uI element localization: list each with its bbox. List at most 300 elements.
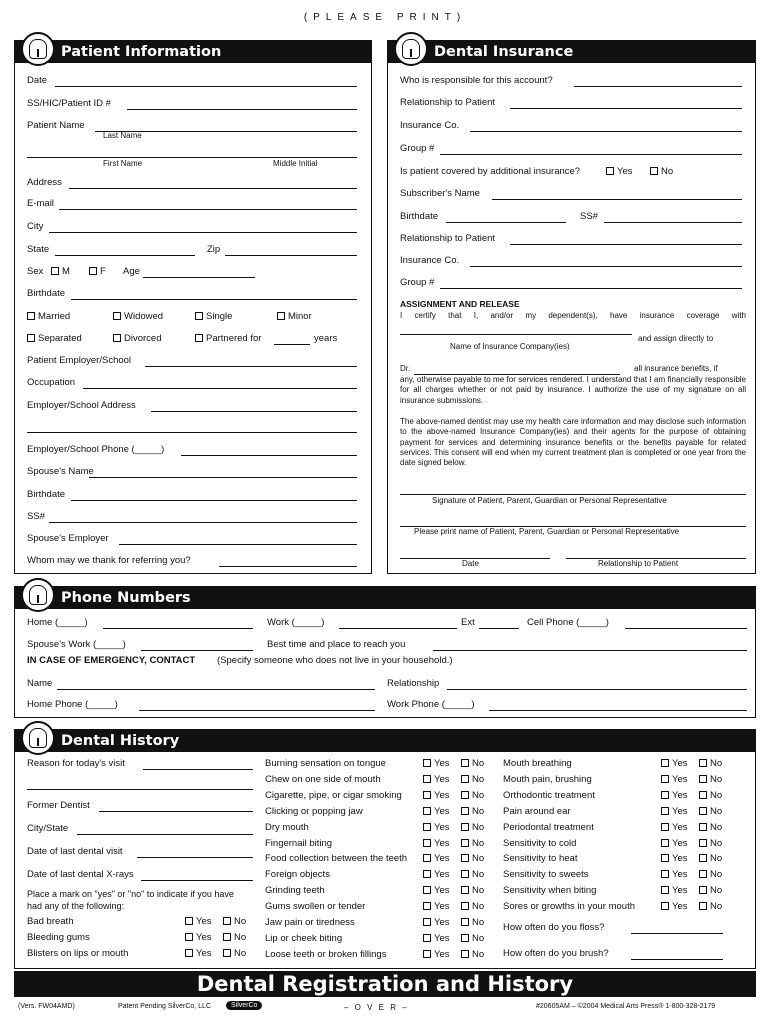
condition-label: Sores or growths in your mouth	[503, 901, 636, 913]
work-phone-field[interactable]	[339, 617, 457, 629]
checkbox[interactable]	[185, 949, 193, 957]
best-time-label: Best time and place to reach you	[267, 639, 406, 650]
checkbox[interactable]	[461, 918, 469, 926]
option-label: Minor	[288, 311, 312, 322]
tooth-icon	[394, 32, 428, 66]
condition-yes-option[interactable]	[423, 758, 450, 769]
section-title: Dental History	[61, 733, 180, 749]
checkbox[interactable]	[699, 807, 707, 815]
checkbox[interactable]	[650, 167, 658, 175]
checkbox[interactable]	[423, 759, 431, 767]
checkbox[interactable]	[51, 267, 59, 275]
cell-phone-label: Cell Phone (_____)	[527, 617, 609, 628]
condition-label: Fingernail biting	[265, 837, 333, 849]
option-label: Yes	[434, 932, 450, 944]
birthdate-field[interactable]	[71, 288, 357, 300]
condition-label: Loose teeth or broken fillings	[265, 948, 387, 960]
home-phone-label: Home (_____)	[27, 617, 88, 628]
option-label: No	[710, 853, 723, 865]
condition-no-option[interactable]	[461, 806, 484, 817]
option-label: No	[661, 166, 674, 177]
condition-no-option[interactable]	[461, 774, 484, 785]
checkbox[interactable]	[461, 950, 469, 958]
checkbox[interactable]	[461, 870, 469, 878]
sub-birthdate-field[interactable]	[446, 211, 566, 223]
condition-no-option[interactable]	[461, 853, 484, 864]
condition-label: Clicking or popping jaw	[265, 805, 363, 817]
checkbox[interactable]	[423, 854, 431, 862]
condition-label: Sensitivity to sweets	[503, 869, 589, 881]
condition-label: Blisters on lips or mouth	[27, 948, 129, 959]
former-dentist-label: Former Dentist	[27, 800, 90, 811]
last-xrays-label: Date of last dental X-rays	[27, 869, 134, 880]
condition-label: Cigarette, pipe, or cigar smoking	[265, 789, 402, 801]
section-title: Phone Numbers	[61, 590, 191, 606]
option-label: Yes	[434, 837, 450, 849]
condition-yes-option[interactable]	[423, 853, 450, 864]
additional-insurance-label: Is patient covered by additional insurance?	[400, 166, 581, 177]
group-label: Group #	[400, 143, 435, 154]
checkbox[interactable]	[185, 933, 193, 941]
last-visit-label: Date of last dental visit	[27, 846, 123, 857]
checkbox[interactable]	[423, 775, 431, 783]
patient-name-label: Patient Name	[27, 120, 85, 131]
widowed-option[interactable]	[113, 311, 163, 322]
sex-f-option[interactable]	[89, 266, 106, 277]
condition-label: Mouth pain, brushing	[503, 773, 592, 785]
checkbox[interactable]	[277, 312, 285, 320]
condition-no-option[interactable]	[461, 885, 484, 896]
option-label: Yes	[434, 901, 450, 913]
option-label: No	[710, 773, 723, 785]
option-label: F	[100, 266, 106, 277]
condition-yes-option[interactable]	[661, 853, 688, 864]
employer-field[interactable]	[145, 355, 357, 367]
insurance-co-field[interactable]	[470, 120, 742, 132]
condition-yes-option[interactable]	[423, 774, 450, 785]
relationship-caption: Relationship to Patient	[598, 559, 679, 568]
option-label: Yes	[196, 948, 212, 959]
emergency-home-phone-field[interactable]	[139, 699, 375, 711]
condition-yes-option[interactable]	[661, 885, 688, 896]
condition-label: Dry mouth	[265, 821, 309, 833]
checkbox[interactable]	[699, 870, 707, 878]
option-label: No	[234, 948, 247, 959]
insurance-company-name-field[interactable]	[400, 323, 632, 335]
condition-yes-option[interactable]	[423, 869, 450, 880]
sex-m-option[interactable]	[51, 266, 70, 277]
checkbox[interactable]	[113, 312, 121, 320]
insurance-co2-field[interactable]	[470, 255, 742, 267]
reason-field[interactable]	[143, 758, 253, 770]
zip-label: Zip	[207, 244, 221, 255]
spouse-birthdate-field[interactable]	[71, 489, 357, 501]
option-label: Yes	[434, 789, 450, 801]
checkbox[interactable]	[661, 870, 669, 878]
city-state-field[interactable]	[77, 823, 253, 835]
former-dentist-field[interactable]	[99, 800, 253, 812]
condition-yes-option[interactable]	[185, 916, 212, 927]
checkbox[interactable]	[27, 334, 35, 342]
option-label: Partnered for	[206, 333, 262, 344]
zip-field[interactable]	[225, 244, 357, 256]
patient-id-label: SS/HIC/Patient ID #	[27, 98, 111, 109]
minor-option[interactable]	[277, 311, 312, 322]
condition-no-option[interactable]	[461, 933, 484, 944]
spouse-work-field[interactable]	[141, 639, 253, 651]
option-label: Yes	[434, 773, 450, 785]
checkbox[interactable]	[699, 854, 707, 862]
state-label: State	[27, 244, 50, 255]
first-middle-name-field[interactable]	[27, 146, 357, 158]
phone-numbers-panel	[14, 586, 756, 718]
print-name-field[interactable]	[400, 515, 746, 527]
emergency-note: (Specify someone who does not live in your household.)	[217, 655, 453, 666]
checkbox[interactable]	[661, 775, 669, 783]
condition-no-option[interactable]	[461, 822, 484, 833]
condition-no-option[interactable]	[223, 916, 246, 927]
spouse-employer-label: Spouse's Employer	[27, 533, 109, 544]
floss-field[interactable]	[631, 922, 723, 934]
condition-yes-option[interactable]	[423, 917, 450, 928]
checkbox[interactable]	[461, 854, 469, 862]
option-label: Yes	[672, 869, 688, 881]
section-header	[388, 41, 755, 63]
separated-option[interactable]	[27, 333, 82, 344]
assignment-title: ASSIGNMENT AND RELEASE	[400, 299, 520, 309]
condition-yes-option[interactable]	[423, 822, 450, 833]
home-phone-field[interactable]	[103, 617, 253, 629]
emergency-name-field[interactable]	[57, 678, 375, 690]
age-label: Age	[123, 266, 140, 277]
condition-no-option[interactable]	[699, 774, 722, 785]
condition-label: Gums swollen or tender	[265, 901, 366, 913]
checkbox[interactable]	[223, 917, 231, 925]
option-label: No	[472, 758, 485, 769]
option-label: No	[472, 789, 485, 801]
responsible-label: Who is responsible for this account?	[400, 75, 553, 86]
brush-field[interactable]	[631, 948, 723, 960]
middle-initial-caption: Middle Initial	[273, 159, 318, 168]
condition-label: Grinding teeth	[265, 885, 325, 897]
checkbox[interactable]	[113, 334, 121, 342]
cell-phone-field[interactable]	[625, 617, 747, 629]
checkbox[interactable]	[661, 839, 669, 847]
spouse-ss-field[interactable]	[49, 511, 357, 523]
option-label: Yes	[434, 805, 450, 817]
benefits-text: all insurance benefits, if	[634, 364, 718, 373]
checkbox[interactable]	[461, 902, 469, 910]
option-label: No	[710, 869, 723, 881]
condition-no-option[interactable]	[461, 901, 484, 912]
checkbox[interactable]	[195, 312, 203, 320]
emergency-work-phone-field[interactable]	[489, 699, 747, 711]
condition-label: Sensitivity to cold	[503, 837, 577, 849]
silverco-logo: SilverCo	[226, 1001, 262, 1010]
condition-yes-option[interactable]	[661, 758, 688, 769]
condition-yes-option[interactable]	[661, 790, 688, 801]
city-field[interactable]	[49, 221, 357, 233]
address-field[interactable]	[69, 177, 357, 189]
checkbox[interactable]	[195, 334, 203, 342]
checkbox[interactable]	[461, 759, 469, 767]
condition-yes-option[interactable]	[423, 901, 450, 912]
patent-text: Patent Pending SilverCo, LLC	[118, 1003, 211, 1010]
condition-no-option[interactable]	[699, 790, 722, 801]
email-field[interactable]	[59, 198, 357, 210]
checkbox[interactable]	[461, 839, 469, 847]
checkbox[interactable]	[223, 933, 231, 941]
sub-birthdate-label: Birthdate	[400, 211, 439, 222]
sign-relationship-field[interactable]	[566, 547, 746, 559]
age-field[interactable]	[143, 266, 255, 278]
emergency-home-phone-label: Home Phone (_____)	[27, 699, 118, 710]
option-label: Yes	[672, 837, 688, 849]
group2-field[interactable]	[440, 277, 742, 289]
work-phone-label: Work (_____)	[267, 617, 325, 628]
condition-label: Periodontal treatment	[503, 821, 594, 833]
spouse-birthdate-label: Birthdate	[27, 489, 66, 500]
condition-no-option[interactable]	[461, 838, 484, 849]
city-state-label: City/State	[27, 823, 69, 834]
condition-label: Burning sensation on tongue	[265, 758, 386, 769]
relationship-field[interactable]	[510, 97, 742, 109]
reason-label: Reason for today's visit	[27, 758, 125, 769]
sub-ss-field[interactable]	[604, 211, 742, 223]
checkbox[interactable]	[423, 870, 431, 878]
option-label: Married	[38, 311, 71, 322]
option-label: Yes	[434, 948, 450, 960]
condition-no-option[interactable]	[461, 949, 484, 960]
condition-no-option[interactable]	[699, 869, 722, 880]
checkbox[interactable]	[699, 902, 707, 910]
city-label: City	[27, 221, 44, 232]
last-xrays-field[interactable]	[141, 869, 253, 881]
best-time-field[interactable]	[433, 639, 747, 651]
dr-field[interactable]	[414, 363, 620, 375]
spouse-ss-label: SS#	[27, 511, 45, 522]
checkbox[interactable]	[223, 949, 231, 957]
condition-no-option[interactable]	[699, 885, 722, 896]
employer-address-field[interactable]	[151, 400, 357, 412]
divorced-option[interactable]	[113, 333, 162, 344]
option-label: Yes	[196, 916, 212, 927]
checkbox[interactable]	[423, 934, 431, 942]
checkbox[interactable]	[423, 823, 431, 831]
option-label: Yes	[672, 821, 688, 833]
condition-label: Lip or cheek biting	[265, 932, 343, 944]
dental-history-panel	[14, 729, 756, 969]
condition-yes-option[interactable]	[423, 949, 450, 960]
option-label: Yes	[672, 805, 688, 817]
option-label: No	[710, 821, 723, 833]
certify-text: I certify that I, and/or my dependent(s), have insurance coverage with	[400, 311, 746, 320]
condition-no-option[interactable]	[461, 917, 484, 928]
option-label: Yes	[672, 901, 688, 913]
form-title: Dental Registration and History	[196, 972, 574, 996]
checkbox[interactable]	[661, 886, 669, 894]
condition-no-option[interactable]	[699, 822, 722, 833]
condition-yes-option[interactable]	[423, 933, 450, 944]
condition-no-option[interactable]	[461, 758, 484, 769]
condition-no-option[interactable]	[699, 758, 722, 769]
condition-yes-option[interactable]	[423, 790, 450, 801]
relationship-label: Relationship to Patient	[400, 97, 496, 108]
condition-yes-option[interactable]	[661, 774, 688, 785]
reason-line2[interactable]	[27, 778, 253, 790]
date-field[interactable]	[55, 75, 357, 87]
option-label: No	[710, 837, 723, 849]
relationship2-field[interactable]	[510, 233, 742, 245]
sign-date-field[interactable]	[400, 547, 550, 559]
state-field[interactable]	[55, 244, 195, 256]
checkbox[interactable]	[699, 886, 707, 894]
option-label: Yes	[672, 758, 688, 769]
option-label: Separated	[38, 333, 82, 344]
checkbox[interactable]	[606, 167, 614, 175]
married-option[interactable]	[27, 311, 70, 322]
spouse-name-field[interactable]	[89, 466, 357, 478]
checkbox[interactable]	[661, 854, 669, 862]
additional-yes-option[interactable]	[606, 166, 633, 177]
checkbox[interactable]	[461, 934, 469, 942]
ext-label: Ext	[461, 617, 475, 628]
option-label: Yes	[196, 932, 212, 943]
section-title: Dental Insurance	[434, 44, 574, 60]
condition-yes-option[interactable]	[423, 838, 450, 849]
option-label: Yes	[434, 758, 450, 769]
employer-address-line2[interactable]	[27, 421, 357, 433]
condition-no-option[interactable]	[461, 869, 484, 880]
option-label: Yes	[672, 789, 688, 801]
referral-field[interactable]	[219, 555, 357, 567]
spouse-employer-field[interactable]	[119, 533, 357, 545]
insurance-co-label: Insurance Co.	[400, 120, 460, 131]
condition-no-option[interactable]	[699, 838, 722, 849]
patient-id-field[interactable]	[127, 98, 357, 110]
checkbox[interactable]	[699, 839, 707, 847]
employer-phone-field[interactable]	[181, 444, 357, 456]
checkbox[interactable]	[661, 807, 669, 815]
condition-label: Food collection between the teeth	[265, 853, 408, 865]
checkbox[interactable]	[89, 267, 97, 275]
emergency-relationship-label: Relationship	[387, 678, 440, 689]
emergency-relationship-field[interactable]	[447, 678, 747, 690]
checkbox[interactable]	[423, 886, 431, 894]
checkbox[interactable]	[699, 775, 707, 783]
option-label: No	[710, 758, 723, 769]
checkbox[interactable]	[27, 312, 35, 320]
option-label: Yes	[672, 885, 688, 897]
condition-no-option[interactable]	[223, 948, 246, 959]
checkbox[interactable]	[423, 791, 431, 799]
checkbox[interactable]	[461, 791, 469, 799]
email-label: E-mail	[27, 198, 54, 209]
condition-label: Bleeding gums	[27, 932, 90, 943]
checkbox[interactable]	[423, 918, 431, 926]
checkbox[interactable]	[185, 917, 193, 925]
option-label: No	[472, 869, 485, 881]
checkbox[interactable]	[423, 807, 431, 815]
checkbox[interactable]	[661, 791, 669, 799]
condition-yes-option[interactable]	[185, 948, 212, 959]
last-visit-field[interactable]	[137, 846, 253, 858]
employer-phone-label: Employer/School Phone (_____)	[27, 444, 165, 455]
checkbox[interactable]	[661, 759, 669, 767]
condition-yes-option[interactable]	[423, 885, 450, 896]
condition-yes-option[interactable]	[423, 806, 450, 817]
group-field[interactable]	[440, 143, 742, 155]
checkbox[interactable]	[423, 950, 431, 958]
floss-label: How often do you floss?	[503, 922, 605, 933]
checkbox[interactable]	[423, 839, 431, 847]
section-header	[15, 730, 755, 752]
ext-field[interactable]	[479, 617, 519, 629]
checkbox[interactable]	[661, 823, 669, 831]
condition-yes-option[interactable]	[661, 806, 688, 817]
employer-label: Patient Employer/School	[27, 355, 132, 366]
option-label: No	[472, 773, 485, 785]
checkbox[interactable]	[699, 791, 707, 799]
checkbox[interactable]	[661, 902, 669, 910]
condition-yes-option[interactable]	[661, 869, 688, 880]
condition-label: Jaw pain or tiredness	[265, 917, 355, 928]
please-print-header: (PLEASE PRINT)	[303, 12, 467, 23]
over-text: – O V E R –	[344, 1003, 409, 1012]
brush-label: How often do you brush?	[503, 948, 609, 959]
checkbox[interactable]	[423, 902, 431, 910]
option-label: Yes	[434, 917, 450, 928]
checkbox[interactable]	[461, 823, 469, 831]
condition-no-option[interactable]	[699, 901, 722, 912]
option-label: No	[472, 837, 485, 849]
option-label: No	[234, 916, 247, 927]
occupation-field[interactable]	[83, 377, 357, 389]
condition-no-option[interactable]	[223, 932, 246, 943]
condition-no-option[interactable]	[461, 790, 484, 801]
subscriber-field[interactable]	[492, 188, 742, 200]
option-label: Yes	[672, 853, 688, 865]
condition-label: Mouth breathing	[503, 758, 572, 769]
signature-field[interactable]	[400, 483, 746, 495]
condition-no-option[interactable]	[699, 806, 722, 817]
single-option[interactable]	[195, 311, 232, 322]
checkbox[interactable]	[699, 759, 707, 767]
checkbox[interactable]	[699, 823, 707, 831]
condition-label: Orthodontic treatment	[503, 789, 595, 801]
condition-yes-option[interactable]	[661, 838, 688, 849]
condition-label: Chew on one side of mouth	[265, 773, 381, 785]
first-name-caption: First Name	[103, 159, 143, 168]
dental-insurance-panel	[387, 40, 756, 574]
option-label: No	[472, 885, 485, 897]
additional-no-option[interactable]	[650, 166, 673, 177]
option-label: M	[62, 266, 70, 277]
checkbox[interactable]	[461, 807, 469, 815]
responsible-field[interactable]	[574, 75, 742, 87]
condition-yes-option[interactable]	[661, 822, 688, 833]
section-header	[15, 587, 755, 609]
condition-yes-option[interactable]	[661, 901, 688, 912]
checkbox[interactable]	[461, 886, 469, 894]
emergency-name-label: Name	[27, 678, 53, 689]
partnered-option[interactable]	[195, 333, 261, 344]
partnered-years-field[interactable]	[274, 333, 310, 345]
checkbox[interactable]	[461, 775, 469, 783]
sub-ss-label: SS#	[580, 211, 598, 222]
condition-yes-option[interactable]	[185, 932, 212, 943]
condition-no-option[interactable]	[699, 853, 722, 864]
